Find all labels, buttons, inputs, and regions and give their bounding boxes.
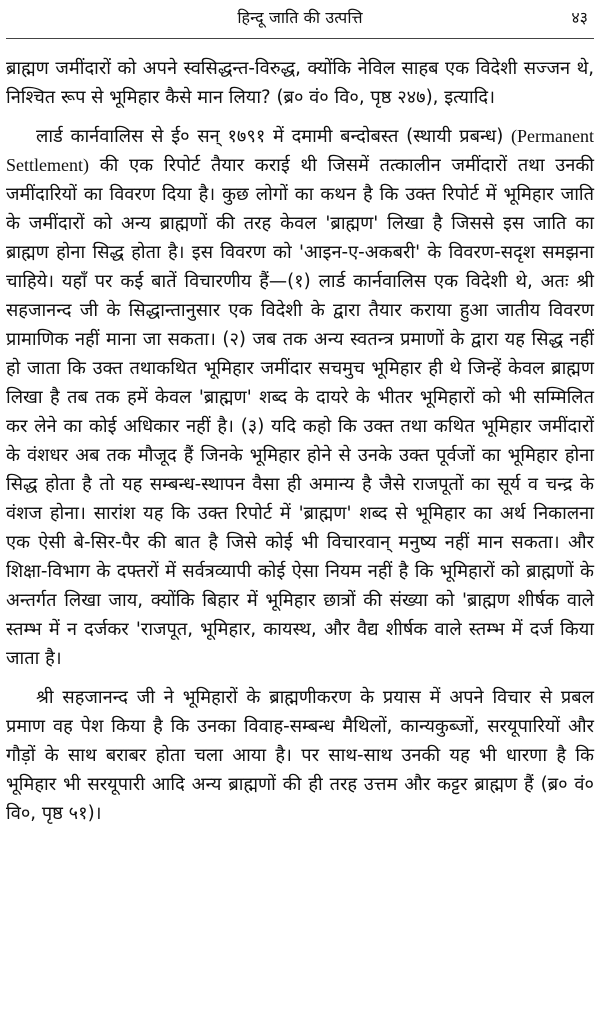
paragraph-text-after-english: की एक रिपोर्ट तैयार कराई थी जिसमें तत्कालीन जमींदारों तथा उनकी जमींदारियों का विवरण दिया है। कुछ लोगों का कथन है कि उक्त रिपोर्ट में भूमिहार जाति के जमींदारों को अन्य ब्राह्मणों की तरह केवल 'ब्राह्मण' लिखा है जिससे इस जाति का ब्राह्मण होना सिद्ध होता है। इस विवरण को 'आइन-ए-अकबरी' के विवरण-सदृश समझना चाहिये। यहाँ पर कई बातें विचारणीय हैं—(१) लार्ड कार्नवालिस एक विदेशी थे, अतः श्री सहजानन्द जी के सिद्धान्तानुसार एक विदेशी के द्वारा तैयार कराया हुआ जातीय विवरण प्रामाणिक नहीं माना जा सकता। (२) जब तक अन्य स्वतन्त्र प्रमाणों के द्वारा यह सिद्ध नहीं हो जाता कि उक्त तथाकथित भूमिहार जमींदार सचमुच भूमिहार ही थे जिन्हें केवल ब्राह्मण लिखा है तब तक हमें केवल 'ब्राह्मण' शब्द के दायरे के भीतर भूमिहारों को भी सम्मिलित कर लेने का कोई अधिकार नहीं है। (३) यदि कहो कि उक्त तथा कथित भूमिहार जमींदारों के वंशधर अब तक मौजूद हैं जिनके भूमिहार होने से उनके उक्त पूर्वजों का भूमिहार होना सिद्ध होता है तो यह सम्बन्ध-स्थापन वैसा ही अमान्य है जैसे राजपूतों का सूर्य व चन्द्र के वंशज होना। सारांश यह कि उक्त रिपोर्ट में 'ब्राह्मण' शब्द से भूमिहार का अर्थ निकालना एक ऐसी बे-सिर-पैर की बात है जिसे कोई भी विचारवान् मनुष्य नहीं मान सकता। और शिक्षा-विभाग के दफ्तरों में सर्वत्रव्यापी कोई ऐसा नियम नहीं है कि भूमिहारों को ब्राह्मणों के अन्तर्गत लिखा जाय, क्योंकि बिहार में भूमिहार छात्रों की संख्या को 'ब्राह्मण शीर्षक वाले स्तम्भ में न दर्जकर 'राजपूत, भूमिहार, कायस्थ, और वैद्य शीर्षक वाले स्तम्भ में दर्ज किया जाता है।	[6, 155, 594, 669]
english-term: (Permanent Settlement)	[6, 126, 594, 175]
paragraph-continuation: ब्राह्मण जमींदारों को अपने स्वसिद्धन्त-विरुद्ध, क्योंकि नेविल साहब एक विदेशी सज्जन थे, निश्चित रूप से भूमिहार कैसे मान लिया? (ब्र० वं० वि०, पृष्ठ २४७), इत्यादि।	[6, 58, 594, 108]
page-body	[6, 54, 594, 828]
paragraph-cornwallis-report	[6, 122, 594, 673]
paragraph-marriage-relations: श्री सहजानन्द जी ने भूमिहारों के ब्राह्मणीकरण के प्रयास में अपने विचार से प्रबल प्रमाण वह पेश किया है कि उनका विवाह-सम्बन्ध मैथिलों, कान्यकुब्जों, सरयूपारियों और गौड़ों के साथ बराबर होता चला आया है। पर साथ-साथ उनकी यह भी धारणा है कि भूमिहार भी सरयूपारी आदि अन्य ब्राह्मणों की ही तरह उत्तम और कट्टर ब्राह्मण हैं (ब्र० वं० वि०, पृष्ठ ५१)।	[6, 687, 594, 824]
page-header	[6, 0, 594, 39]
page-number: ४३	[571, 8, 588, 27]
paragraph-text-before-english: लार्ड कार्नवालिस से ई० सन् १७९१ में दमामी बन्दोबस्त (स्थायी प्रबन्ध)	[36, 126, 512, 147]
running-title: हिन्दू जाति की उत्पत्ति	[237, 8, 363, 27]
